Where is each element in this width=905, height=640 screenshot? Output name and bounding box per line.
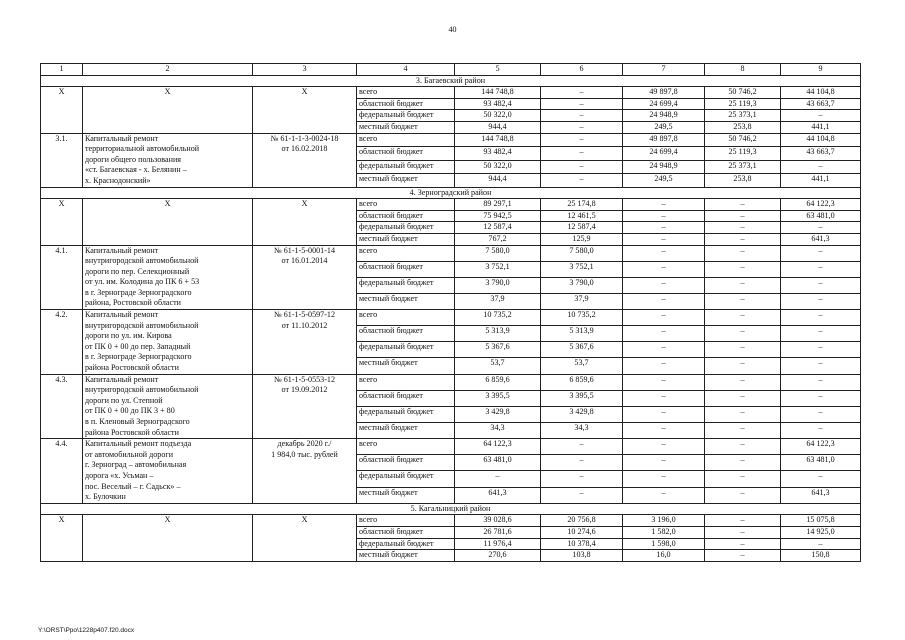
funding-value: – (541, 110, 623, 122)
column-number: 1 (41, 64, 83, 76)
funding-source-label: местный бюджет (357, 358, 455, 374)
column-number: 2 (83, 64, 253, 76)
funding-value: – (541, 147, 623, 160)
funding-value: 7 580,0 (541, 245, 623, 261)
funding-value: 1 598,0 (623, 538, 705, 550)
funding-value: – (705, 277, 781, 293)
funding-value: 34,3 (455, 423, 541, 439)
funding-value: 5 367,6 (541, 342, 623, 358)
funding-value: 50 322,0 (455, 160, 541, 173)
funding-value: – (623, 245, 705, 261)
document-reference (253, 439, 357, 504)
funding-value: – (781, 358, 861, 374)
funding-value: 3 790,0 (455, 277, 541, 293)
funding-value: – (705, 293, 781, 309)
column-number: 5 (455, 64, 541, 76)
funding-value: – (623, 406, 705, 422)
funding-value: – (705, 358, 781, 374)
funding-value: – (705, 439, 781, 455)
footer-file-path: Y:\ORST\Ppo\1228p407.f20.docx (38, 627, 135, 634)
funding-value: 63 481,0 (455, 455, 541, 471)
document-reference-text: № 61-1-1-3-0024-18 от 16.02.2018 (270, 133, 339, 154)
funding-value: 24 948,9 (623, 110, 705, 122)
funding-source-label: местный бюджет (357, 487, 455, 503)
funding-source-label: федеральный бюджет (357, 342, 455, 358)
funding-value: 441,1 (781, 174, 861, 188)
object-name (83, 515, 253, 561)
funding-value: 93 482,4 (455, 147, 541, 160)
document-reference-text: X (301, 87, 308, 97)
funding-value: 53,7 (455, 358, 541, 374)
funding-value: 43 663,7 (781, 98, 861, 110)
funding-value: 75 942,5 (455, 210, 541, 222)
table-row (41, 439, 861, 455)
funding-value: 270,6 (455, 550, 541, 562)
funding-value: 253,8 (705, 121, 781, 133)
funding-value: – (781, 471, 861, 487)
document-reference (253, 515, 357, 561)
funding-value: 641,3 (781, 487, 861, 503)
funding-source-label: всего (357, 310, 455, 326)
item-number: 4.3. (41, 374, 83, 439)
funding-value: 641,3 (455, 487, 541, 503)
funding-source-label: местный бюджет (357, 174, 455, 188)
funding-value: 93 482,4 (455, 98, 541, 110)
funding-value: – (705, 222, 781, 234)
funding-source-label: всего (357, 374, 455, 390)
funding-value: 14 925,0 (781, 526, 861, 538)
funding-value: 64 122,3 (455, 439, 541, 455)
funding-value: – (705, 261, 781, 277)
funding-source-label: федеральный бюджет (357, 277, 455, 293)
section-title: 3. Багаевский район (41, 75, 861, 87)
column-number: 6 (541, 64, 623, 76)
section-title: 5. Кагальницкий район (41, 503, 861, 515)
funding-value: – (541, 439, 623, 455)
item-number: X (41, 515, 83, 561)
funding-value: – (781, 277, 861, 293)
funding-value: 3 395,5 (541, 390, 623, 406)
funding-value: – (705, 471, 781, 487)
funding-source-label: федеральный бюджет (357, 160, 455, 173)
funding-value: – (541, 174, 623, 188)
funding-value: – (781, 342, 861, 358)
funding-value: 12 461,5 (541, 210, 623, 222)
funding-source-label: всего (357, 199, 455, 211)
funding-value: – (781, 261, 861, 277)
funding-source-label: федеральный бюджет (357, 406, 455, 422)
funding-source-label: областной бюджет (357, 98, 455, 110)
funding-value: 44 104,8 (781, 87, 861, 99)
funding-value: 1 582,0 (623, 526, 705, 538)
funding-value: – (705, 550, 781, 562)
funding-value: 5 313,9 (541, 326, 623, 342)
document-reference-text: X (301, 515, 308, 525)
funding-source-label: областной бюджет (357, 147, 455, 160)
item-number: 4.1. (41, 245, 83, 310)
funding-value: – (705, 390, 781, 406)
column-number: 8 (705, 64, 781, 76)
funding-value: – (781, 160, 861, 173)
funding-value: 25 373,1 (705, 160, 781, 173)
funding-value: 64 122,3 (781, 439, 861, 455)
funding-value: – (705, 342, 781, 358)
funding-source-label: местный бюджет (357, 293, 455, 309)
funding-value: – (623, 374, 705, 390)
column-number: 7 (623, 64, 705, 76)
table-row (41, 199, 861, 211)
funding-source-label: всего (357, 245, 455, 261)
document-reference-text: декабрь 2020 г./ 1 984,0 тыс. рублей (271, 439, 338, 459)
funding-source-label: областной бюджет (357, 455, 455, 471)
funding-value: – (541, 98, 623, 110)
table-row (41, 310, 861, 326)
funding-value: 25 119,3 (705, 147, 781, 160)
document-reference-text: № 61-1-5-0597-12 от 11.10.2012 (274, 310, 335, 330)
column-number: 9 (781, 64, 861, 76)
object-name-text: X (164, 515, 171, 525)
funding-value: 49 897,8 (623, 133, 705, 146)
funding-value: 43 663,7 (781, 147, 861, 160)
funding-value: 20 756,8 (541, 515, 623, 527)
funding-value: 3 752,1 (541, 261, 623, 277)
funding-source-label: областной бюджет (357, 526, 455, 538)
funding-value: – (781, 423, 861, 439)
funding-value: – (705, 310, 781, 326)
document-reference-text: № 61-1-5-0553-12 от 19.09.2012 (274, 374, 335, 395)
funding-value: 64 122,3 (781, 199, 861, 211)
funding-source-label: федеральный бюджет (357, 222, 455, 234)
funding-source-label: всего (357, 439, 455, 455)
funding-value: 11 976,4 (455, 538, 541, 550)
funding-value: 6 859,6 (541, 374, 623, 390)
funding-value: 25 119,3 (705, 98, 781, 110)
object-name (83, 245, 253, 310)
funding-value: – (705, 210, 781, 222)
item-number: X (41, 87, 83, 133)
object-name-text: X (164, 87, 171, 97)
funding-value: 24 699,4 (623, 98, 705, 110)
funding-value: – (541, 87, 623, 99)
section-title-row (41, 187, 861, 199)
table-row (41, 245, 861, 261)
funding-value: – (623, 326, 705, 342)
funding-value: – (623, 390, 705, 406)
funding-value: 16,0 (623, 550, 705, 562)
funding-value: 125,9 (541, 233, 623, 245)
funding-value: 26 781,6 (455, 526, 541, 538)
funding-value: 5 367,6 (455, 342, 541, 358)
funding-value: – (623, 199, 705, 211)
funding-value: – (705, 487, 781, 503)
funding-source-label: всего (357, 133, 455, 146)
object-name (83, 439, 253, 504)
funding-value: 34,3 (541, 423, 623, 439)
object-name-text: Капитальный ремонт внутригородской автомобильной дороги по ул. Степной от ПК 0 + 00 до ПК 3 + 80 в п. Кленовый Зерноградского района Ростовской области (85, 374, 199, 437)
funding-value: – (705, 406, 781, 422)
funding-value: – (623, 471, 705, 487)
funding-value: – (623, 277, 705, 293)
funding-value: 37,9 (541, 293, 623, 309)
column-number: 3 (253, 64, 357, 76)
funding-value: 10 735,2 (455, 310, 541, 326)
funding-value: 767,2 (455, 233, 541, 245)
funding-value: – (781, 406, 861, 422)
funding-value: – (781, 245, 861, 261)
funding-value: 53,7 (541, 358, 623, 374)
section-title: 4. Зерноградский район (41, 187, 861, 199)
item-number: X (41, 199, 83, 245)
table-row (41, 133, 861, 146)
funding-value: – (781, 293, 861, 309)
funding-value: – (705, 423, 781, 439)
funding-value: 103,8 (541, 550, 623, 562)
funding-value: 5 313,9 (455, 326, 541, 342)
funding-source-label: всего (357, 87, 455, 99)
funding-value: 49 897,8 (623, 87, 705, 99)
funding-value: 10 735,2 (541, 310, 623, 326)
funding-value: 10 378,4 (541, 538, 623, 550)
funding-value: 12 587,4 (541, 222, 623, 234)
funding-value: 15 075,8 (781, 515, 861, 527)
object-name-text: Капитальный ремонт подъезда от автомобильной дороги г. Зерноград – автомобильная дорога «х. Усьман – пос. Веселый – г. Садьск» – х. Булочкин (85, 439, 192, 502)
funding-value: – (705, 233, 781, 245)
document-reference (253, 374, 357, 439)
funding-value: – (781, 222, 861, 234)
object-name (83, 133, 253, 187)
funding-value: 6 859,6 (455, 374, 541, 390)
object-name (83, 87, 253, 133)
document-reference (253, 245, 357, 310)
object-name (83, 199, 253, 245)
column-number: 4 (357, 64, 455, 76)
funding-value: 50 322,0 (455, 110, 541, 122)
funding-value: – (541, 487, 623, 503)
funding-value: 3 429,8 (541, 406, 623, 422)
funding-value: – (623, 293, 705, 309)
table-row (41, 515, 861, 527)
funding-value: 3 196,0 (623, 515, 705, 527)
funding-source-label: областной бюджет (357, 390, 455, 406)
funding-value: 10 274,6 (541, 526, 623, 538)
funding-table (40, 63, 861, 562)
funding-value: 249,5 (623, 174, 705, 188)
funding-value: 641,3 (781, 233, 861, 245)
funding-source-label: местный бюджет (357, 550, 455, 562)
document-reference (253, 310, 357, 375)
object-name-text: Капитальный ремонт территориальной автомобильной дороги общего пользования «ст. Багаевская - х. Белянин – х. Краснодонский» (85, 133, 200, 185)
item-number: 4.2. (41, 310, 83, 375)
funding-value: 39 028,6 (455, 515, 541, 527)
object-name-text: X (164, 199, 171, 209)
funding-value: 63 481,0 (781, 455, 861, 471)
funding-source-label: федеральный бюджет (357, 471, 455, 487)
page-number: 40 (448, 25, 457, 34)
document-reference-text: X (301, 199, 308, 209)
funding-value: – (623, 310, 705, 326)
funding-value: – (705, 538, 781, 550)
funding-value: – (781, 390, 861, 406)
funding-value: 37,9 (455, 293, 541, 309)
funding-value: – (781, 310, 861, 326)
document-reference (253, 87, 357, 133)
funding-value: 63 481,0 (781, 210, 861, 222)
funding-value: – (781, 326, 861, 342)
funding-value: – (623, 233, 705, 245)
funding-value: – (623, 358, 705, 374)
funding-value: – (623, 439, 705, 455)
item-number: 4.4. (41, 439, 83, 504)
funding-source-label: областной бюджет (357, 210, 455, 222)
funding-value: – (541, 133, 623, 146)
section-title-row (41, 75, 861, 87)
funding-value: 944,4 (455, 174, 541, 188)
funding-source-label: местный бюджет (357, 121, 455, 133)
object-name-text: Капитальный ремонт внутригородской автомобильной дороги по пер. Селекционный от ул. им. Колодина до ПК 6 + 53 в г. Зернограде Зерноградского района, Ростовской области (85, 245, 200, 308)
object-name-text: Капитальный ремонт внутригородской автомобильной дороги по ул. им. Кирова от ПК 0 + 00 до пер. Западный в г. Зернограде Зерноградского района Ростовской области (85, 310, 199, 373)
funding-value: – (541, 455, 623, 471)
funding-source-label: местный бюджет (357, 423, 455, 439)
funding-value: – (705, 374, 781, 390)
funding-value: – (705, 199, 781, 211)
funding-value: – (781, 538, 861, 550)
funding-value: 3 790,0 (541, 277, 623, 293)
funding-value: – (455, 471, 541, 487)
funding-value: – (781, 374, 861, 390)
table-row (41, 374, 861, 390)
object-name (83, 374, 253, 439)
funding-value: 24 699,4 (623, 147, 705, 160)
column-number-row (41, 64, 861, 76)
funding-source-label: областной бюджет (357, 326, 455, 342)
funding-value: – (705, 245, 781, 261)
funding-value: 44 104,8 (781, 133, 861, 146)
funding-value: 253,8 (705, 174, 781, 188)
funding-value: – (705, 515, 781, 527)
funding-value: – (623, 342, 705, 358)
funding-value: 50 746,2 (705, 87, 781, 99)
funding-value: 25 373,1 (705, 110, 781, 122)
funding-value: – (781, 110, 861, 122)
funding-value: – (705, 526, 781, 538)
funding-value: 25 174,8 (541, 199, 623, 211)
funding-value: – (705, 326, 781, 342)
funding-value: 3 752,1 (455, 261, 541, 277)
funding-source-label: областной бюджет (357, 261, 455, 277)
funding-value: – (623, 210, 705, 222)
funding-value: 441,1 (781, 121, 861, 133)
document-reference (253, 133, 357, 187)
object-name (83, 310, 253, 375)
funding-value: 944,4 (455, 121, 541, 133)
funding-value: 150,8 (781, 550, 861, 562)
funding-value: 249,5 (623, 121, 705, 133)
funding-value: – (541, 160, 623, 173)
item-number: 3.1. (41, 133, 83, 187)
funding-value: – (623, 423, 705, 439)
funding-value: 89 297,1 (455, 199, 541, 211)
funding-value: 50 746,2 (705, 133, 781, 146)
funding-value: – (623, 222, 705, 234)
funding-value: 144 748,8 (455, 133, 541, 146)
funding-value: 24 948,9 (623, 160, 705, 173)
funding-value: 12 587,4 (455, 222, 541, 234)
funding-value: 7 580,0 (455, 245, 541, 261)
table-row (41, 87, 861, 99)
funding-value: – (623, 487, 705, 503)
funding-value: – (541, 121, 623, 133)
section-title-row (41, 503, 861, 515)
funding-source-label: местный бюджет (357, 233, 455, 245)
funding-source-label: федеральный бюджет (357, 538, 455, 550)
funding-source-label: федеральный бюджет (357, 110, 455, 122)
funding-source-label: всего (357, 515, 455, 527)
document-reference-text: № 61-1-5-0001-14 от 16.01.2014 (274, 245, 335, 266)
funding-value: – (541, 471, 623, 487)
funding-value: – (705, 455, 781, 471)
document-reference (253, 199, 357, 245)
funding-value: 3 395,5 (455, 390, 541, 406)
funding-value: 144 748,8 (455, 87, 541, 99)
funding-value: – (623, 455, 705, 471)
funding-value: – (623, 261, 705, 277)
funding-value: 3 429,8 (455, 406, 541, 422)
